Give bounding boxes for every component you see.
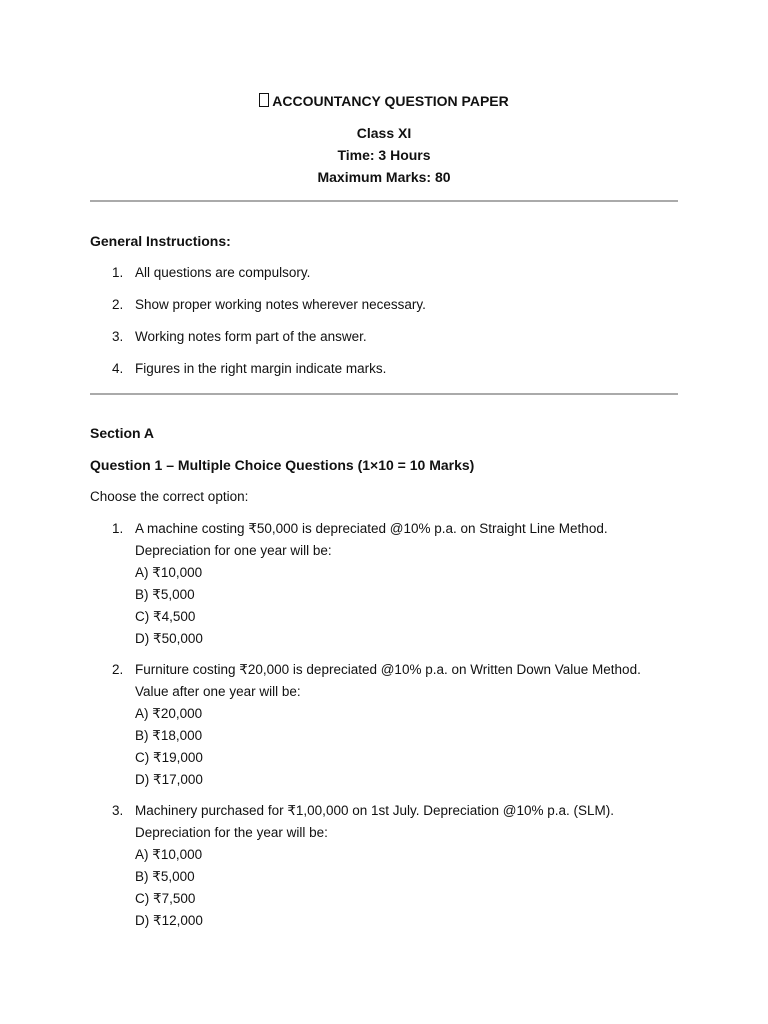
mcq-option: C) ₹19,000 [135,750,203,765]
mcq-stem-continued: Value after one year will be: [135,684,301,699]
instruction-text: Working notes form part of the answer. [135,329,367,344]
instruction-number: 1. [112,265,124,280]
paper-title-text: ACCOUNTANCY QUESTION PAPER [272,93,509,109]
instruction-text: All questions are compulsory. [135,265,311,280]
question-prompt: Choose the correct option: [90,489,249,504]
mcq-option: D) ₹17,000 [135,772,203,787]
mcq-stem-continued: Depreciation for the year will be: [135,825,328,840]
mcq-stem-continued: Depreciation for one year will be: [135,543,332,558]
section-heading: Section A [90,425,155,441]
mcq-option: D) ₹12,000 [135,913,203,928]
time-label: Time: 3 Hours [337,147,431,163]
mcq-option: B) ₹5,000 [135,587,195,602]
mcq-stem: Furniture costing ₹20,000 is depreciated @10% p.a. on Written Down Value Method. [135,662,641,677]
instruction-number: 4. [112,361,124,376]
mcq-number: 2. [112,662,124,677]
mcq-option: A) ₹20,000 [135,706,203,721]
mcq-number: 1. [112,521,124,536]
instructions-heading: General Instructions: [90,233,231,249]
mcq-option: A) ₹10,000 [135,565,203,580]
mcq-option: A) ₹10,000 [135,847,203,862]
mcq-number: 3. [112,803,124,818]
instruction-number: 2. [112,297,124,312]
box-glyph-icon [259,93,269,107]
mcq-stem: Machinery purchased for ₹1,00,000 on 1st July. Depreciation @10% p.a. (SLM). [135,803,615,818]
divider [90,393,678,395]
mcq-option: D) ₹50,000 [135,631,203,646]
mcq-stem: A machine costing ₹50,000 is depreciated @10% p.a. on Straight Line Method. [135,521,608,536]
question-heading: Question 1 – Multiple Choice Questions (1×10 = 10 Marks) [90,457,475,473]
mcq-option: C) ₹4,500 [135,609,196,624]
instruction-number: 3. [112,329,124,344]
mcq-option: B) ₹5,000 [135,869,195,884]
class-label: Class XI [356,125,412,141]
mcq-option: B) ₹18,000 [135,728,203,743]
mcq-option: C) ₹7,500 [135,891,196,906]
divider [90,200,678,202]
max-marks-label: Maximum Marks: 80 [317,169,451,185]
instruction-text: Show proper working notes wherever necessary. [135,297,426,312]
instruction-text: Figures in the right margin indicate marks. [135,361,387,376]
paper-title [90,93,678,109]
